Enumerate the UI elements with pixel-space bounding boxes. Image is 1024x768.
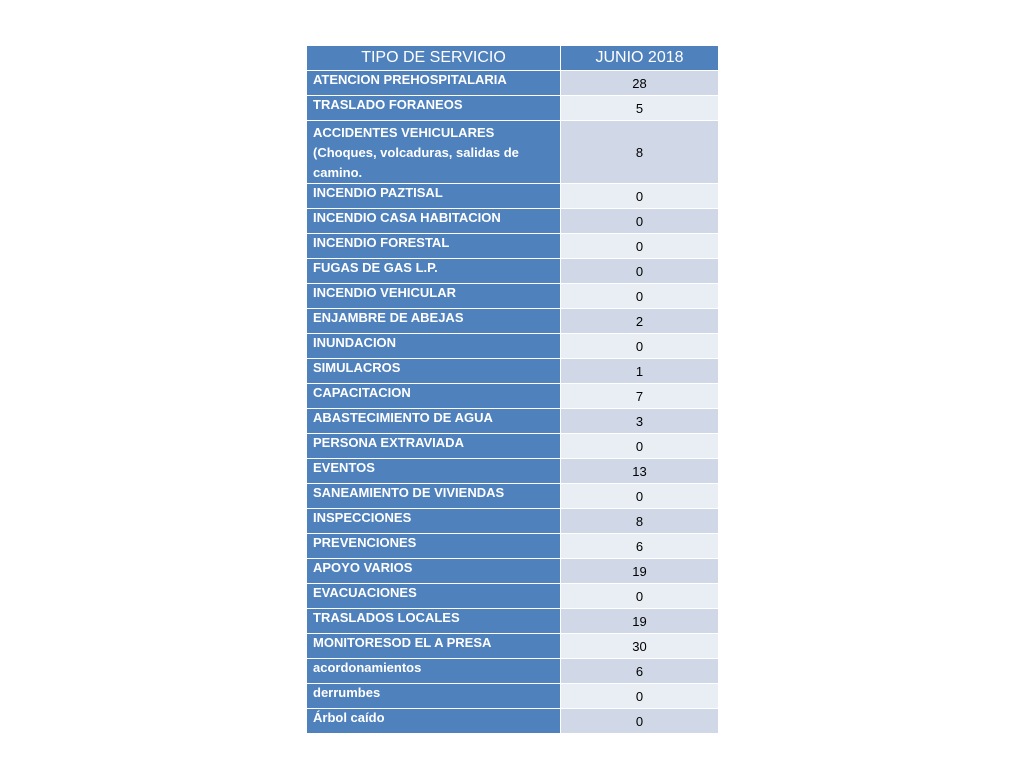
service-count-cell: 28: [561, 71, 719, 96]
table-row: [307, 359, 719, 384]
table-row: [307, 709, 719, 734]
service-type-cell: APOYO VARIOS: [307, 559, 561, 584]
table-row: [307, 509, 719, 534]
service-count-cell: 30: [561, 634, 719, 659]
service-count-cell: 19: [561, 559, 719, 584]
table-row: [307, 559, 719, 584]
service-count-cell: 0: [561, 484, 719, 509]
service-count-cell: 2: [561, 309, 719, 334]
services-table: [306, 45, 719, 734]
service-count-cell: 8: [561, 509, 719, 534]
service-type-cell: EVENTOS: [307, 459, 561, 484]
service-count-cell: 13: [561, 459, 719, 484]
service-count-cell: 1: [561, 359, 719, 384]
service-count-cell: 0: [561, 234, 719, 259]
table-row: [307, 309, 719, 334]
service-type-cell: TRASLADOS LOCALES: [307, 609, 561, 634]
service-type-cell: ACCIDENTES VEHICULARES (Choques, volcaduras, salidas de camino.: [307, 121, 561, 184]
header-tipo-de-servicio: TIPO DE SERVICIO: [307, 46, 561, 71]
table-row: [307, 334, 719, 359]
service-count-cell: 0: [561, 259, 719, 284]
service-count-cell: 19: [561, 609, 719, 634]
table-body: [307, 71, 719, 734]
service-count-cell: 3: [561, 409, 719, 434]
table-row: [307, 434, 719, 459]
service-type-cell: acordonamientos: [307, 659, 561, 684]
service-count-cell: 0: [561, 284, 719, 309]
table-row: [307, 96, 719, 121]
table-row: [307, 184, 719, 209]
table-row: [307, 234, 719, 259]
table-row: [307, 121, 719, 184]
table-row: [307, 284, 719, 309]
service-type-cell: TRASLADO FORANEOS: [307, 96, 561, 121]
service-count-cell: 0: [561, 434, 719, 459]
service-count-cell: 0: [561, 584, 719, 609]
service-type-cell: INCENDIO CASA HABITACION: [307, 209, 561, 234]
service-type-cell: PREVENCIONES: [307, 534, 561, 559]
service-count-cell: 0: [561, 684, 719, 709]
table-row: [307, 459, 719, 484]
table-header-row: [307, 46, 719, 71]
table-row: [307, 484, 719, 509]
table-row: [307, 684, 719, 709]
service-type-cell: SANEAMIENTO DE VIVIENDAS: [307, 484, 561, 509]
table-row: [307, 209, 719, 234]
service-type-cell: MONITORESOD EL A PRESA: [307, 634, 561, 659]
table-row: [307, 71, 719, 96]
service-count-cell: 7: [561, 384, 719, 409]
service-type-cell: INCENDIO FORESTAL: [307, 234, 561, 259]
service-count-cell: 5: [561, 96, 719, 121]
service-type-cell: ABASTECIMIENTO DE AGUA: [307, 409, 561, 434]
service-type-cell: INCENDIO VEHICULAR: [307, 284, 561, 309]
table-row: [307, 384, 719, 409]
service-type-cell: ATENCION PREHOSPITALARIA: [307, 71, 561, 96]
table-row: [307, 534, 719, 559]
service-type-cell: INCENDIO PAZTISAL: [307, 184, 561, 209]
service-type-cell: INSPECCIONES: [307, 509, 561, 534]
service-count-cell: 0: [561, 709, 719, 734]
table-row: [307, 609, 719, 634]
service-type-cell: INUNDACION: [307, 334, 561, 359]
service-type-cell: derrumbes: [307, 684, 561, 709]
table-row: [307, 634, 719, 659]
table-row: [307, 409, 719, 434]
service-type-cell: PERSONA EXTRAVIADA: [307, 434, 561, 459]
service-type-cell: Árbol caído: [307, 709, 561, 734]
service-type-cell: EVACUACIONES: [307, 584, 561, 609]
header-junio-2018: JUNIO 2018: [561, 46, 719, 71]
service-count-cell: 6: [561, 659, 719, 684]
service-count-cell: 0: [561, 184, 719, 209]
service-type-cell: ENJAMBRE DE ABEJAS: [307, 309, 561, 334]
table-row: [307, 584, 719, 609]
service-type-cell: SIMULACROS: [307, 359, 561, 384]
table-row: [307, 659, 719, 684]
service-type-cell: FUGAS DE GAS L.P.: [307, 259, 561, 284]
service-type-cell: CAPACITACION: [307, 384, 561, 409]
service-count-cell: 0: [561, 209, 719, 234]
service-count-cell: 8: [561, 121, 719, 184]
service-count-cell: 0: [561, 334, 719, 359]
table-row: [307, 259, 719, 284]
service-count-cell: 6: [561, 534, 719, 559]
